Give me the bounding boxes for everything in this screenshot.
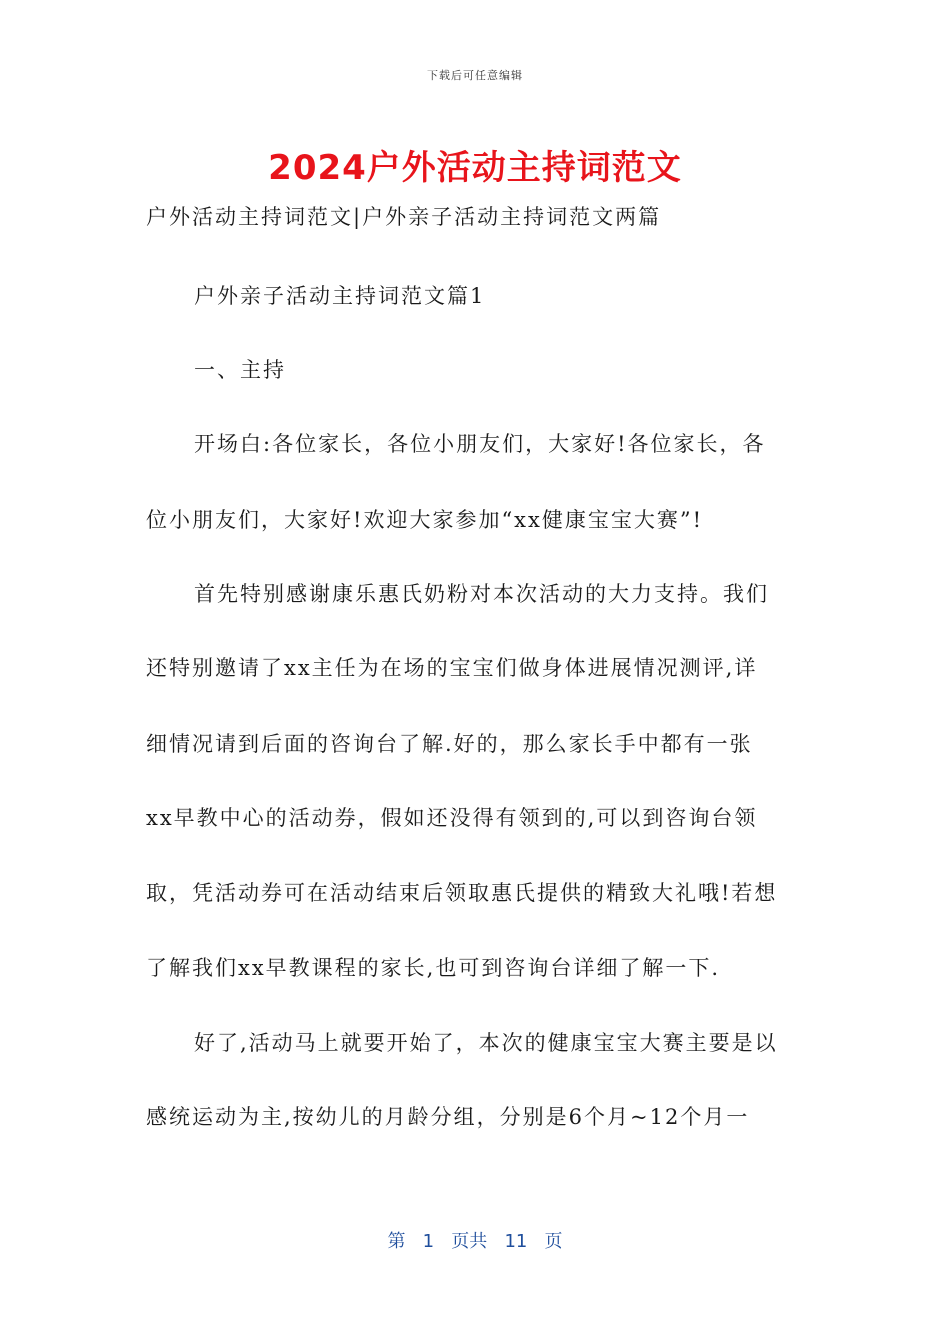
paragraph-line: 细情况请到后面的咨询台了解.好的，那么家长手中都有一张 — [146, 732, 753, 756]
paragraph-line: 首先特别感谢康乐惠氏奶粉对本次活动的大力支持。我们 — [194, 582, 769, 606]
header-note: 下载后可任意编辑 — [427, 69, 523, 82]
paragraph-line: 感统运动为主,按幼儿的月龄分组，分别是6个月~12个月一 — [146, 1105, 750, 1129]
paragraph-line: 位小朋友们，大家好!欢迎大家参加“xx健康宝宝大赛”! — [146, 508, 704, 532]
paragraph-line: 开场白:各位家长，各位小朋友们，大家好!各位家长，各 — [194, 432, 766, 456]
paragraph-line: 好了,活动马上就要开始了，本次的健康宝宝大赛主要是以 — [194, 1031, 778, 1055]
subsection-heading: 一、主持 — [194, 358, 286, 382]
paragraph-line: xx早教中心的活动券，假如还没得有领到的,可以到咨询台领 — [146, 806, 758, 830]
paragraph-line: 还特别邀请了xx主任为在场的宝宝们做身体进展情况测评,详 — [146, 656, 758, 680]
page-middle: 页共 — [451, 1231, 488, 1252]
paragraph-line: 取，凭活动券可在活动结束后领取惠氏提供的精致大礼哦!若想 — [146, 881, 778, 905]
section-heading: 户外亲子活动主持词范文篇1 — [194, 284, 486, 308]
page-prefix: 第 — [387, 1231, 406, 1252]
page-total: 11 — [504, 1231, 528, 1252]
page-suffix: 页 — [544, 1231, 563, 1252]
paragraph-line: 了解我们xx早教课程的家长,也可到咨询台详细了解一下. — [146, 956, 721, 980]
page-current: 1 — [422, 1231, 435, 1252]
subtitle-line: 户外活动主持词范文|户外亲子活动主持词范文两篇 — [146, 205, 662, 229]
page-footer — [0, 1227, 950, 1253]
document-title: 2024户外活动主持词范文 — [268, 148, 682, 188]
